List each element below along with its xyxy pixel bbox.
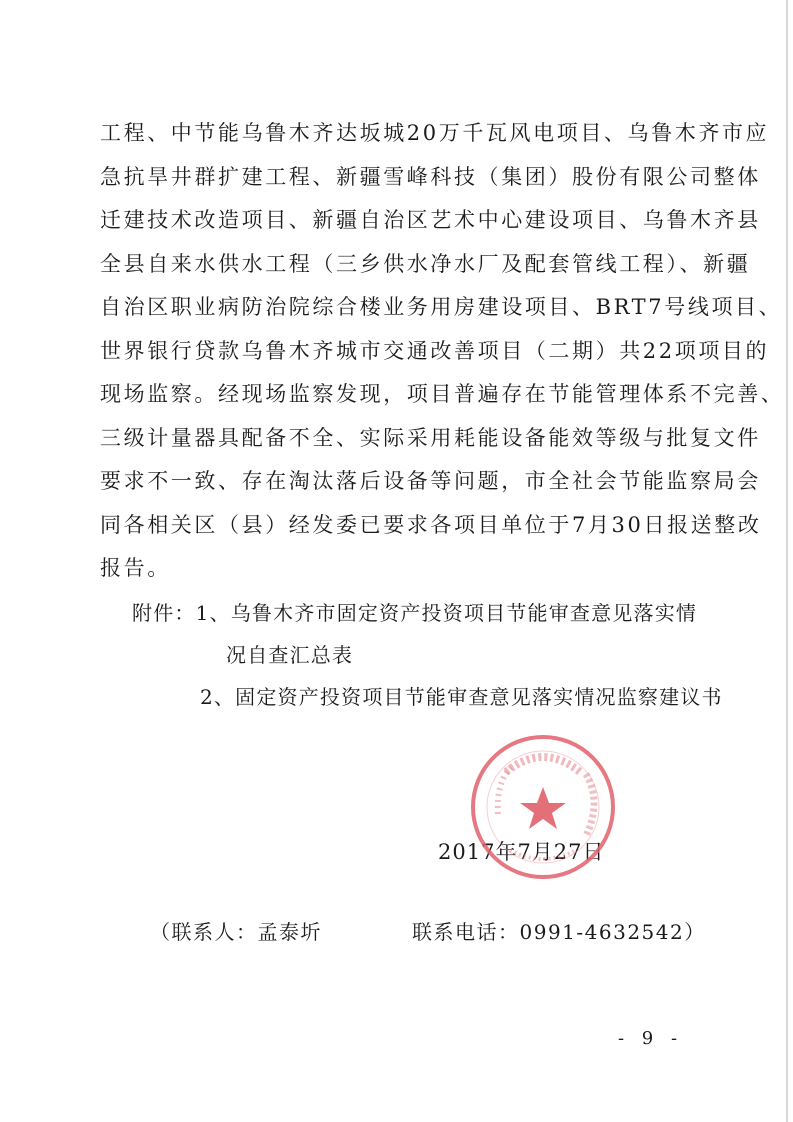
contact-person: （联系人：孟泰圻	[150, 920, 322, 944]
body-paragraph	[100, 112, 785, 591]
body-line: 要求不一致、存在淘汰落后设备等问题，市全社会节能监察局会	[100, 469, 761, 493]
body-line: 急抗旱井群扩建工程、新疆雪峰科技（集团）股份有限公司整体	[100, 164, 761, 189]
body-line: 迁建技术改造项目、新疆自治区艺术中心建设项目、乌鲁木齐县	[100, 208, 761, 232]
attachments-list	[132, 592, 732, 718]
contact-phone: 联系电话：0991-4632542）	[412, 920, 706, 944]
page-number: - 9 -	[618, 1028, 684, 1049]
body-line: 三级计量器具配备不全、实际采用耗能设备能效等级与批复文件	[100, 425, 761, 450]
body-line: 报告。	[100, 556, 171, 580]
body-line: 现场监察。经现场监察发现，项目普遍存在节能管理体系不完善、	[100, 382, 785, 406]
attachment-item-2: 2、固定资产投资项目节能审查意见落实情况监察建议书	[200, 685, 723, 709]
body-line: 工程、中节能乌鲁木齐达坂城20万千瓦风电项目、乌鲁木齐市应	[100, 121, 770, 145]
official-seal	[468, 732, 618, 882]
body-line: 同各相关区（县）经发委已要求各项目单位于7月30日报送整改	[100, 512, 762, 537]
body-line: 世界银行贷款乌鲁木齐城市交通改善项目（二期）共22项项目的	[100, 338, 770, 363]
page-edge-divider	[786, 0, 788, 1122]
body-line: 自治区职业病防治院综合楼业务用房建设项目、BRT7号线项目、	[100, 295, 783, 319]
document-date: 2017年7月27日	[438, 840, 605, 864]
attachment-item-1: 附件：1、乌鲁木齐市固定资产投资项目节能审查意见落实情	[132, 601, 698, 625]
attachment-item-1-continued: 况自查汇总表	[226, 643, 354, 667]
star-icon	[520, 787, 566, 829]
body-line: 全县自来水供水工程（三乡供水净水厂及配套管线工程）、新疆	[100, 251, 751, 276]
